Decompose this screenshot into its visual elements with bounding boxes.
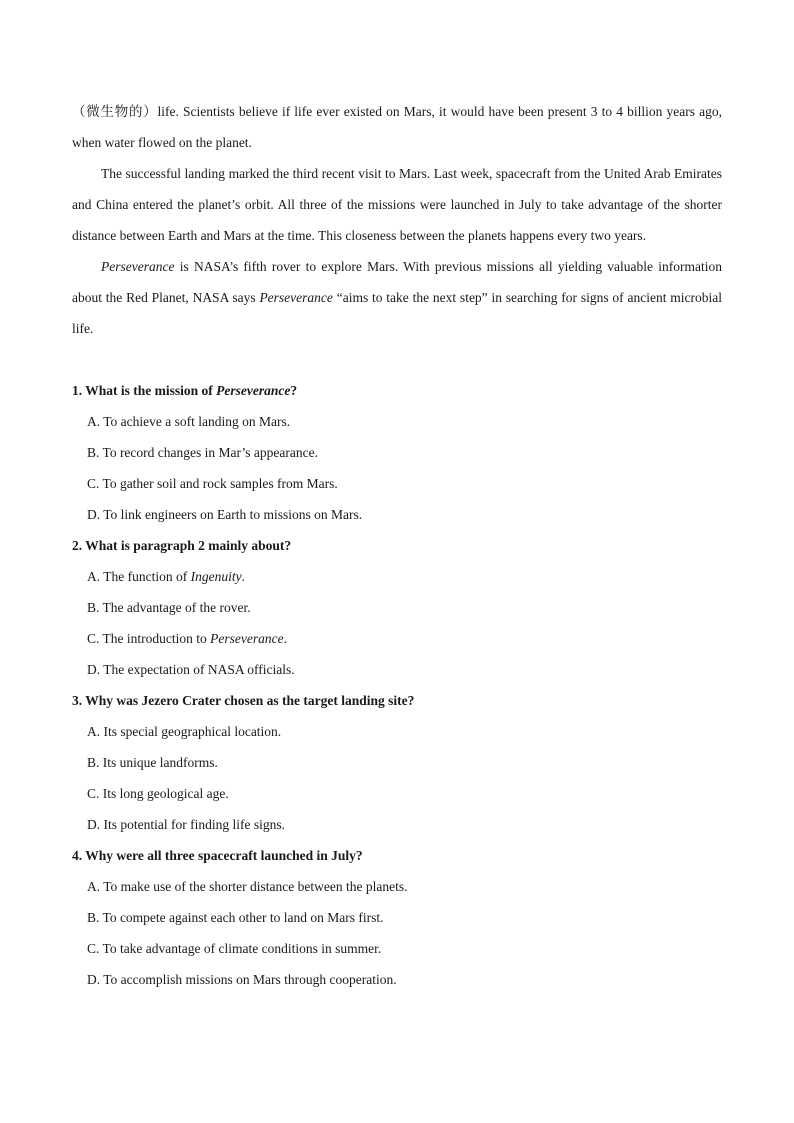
answer-option[interactable] — [72, 747, 722, 778]
question-stem-text: 2. What is paragraph 2 mainly about? — [72, 538, 292, 553]
option-text: B. The advantage of the rover. — [87, 600, 251, 615]
answer-option[interactable] — [72, 561, 722, 592]
answer-option[interactable] — [72, 592, 722, 623]
question-stem-text: 4. Why were all three spacecraft launched in July? — [72, 848, 363, 863]
option-text: C. To gather soil and rock samples from Mars. — [87, 476, 338, 491]
option-text: B. Its unique landforms. — [87, 755, 218, 770]
paragraph-3-text-1: is NASA’s fifth rover to explore Mars. With previous missions all yielding valuable information about the Red Planet, NASA says — [72, 259, 722, 305]
answer-option[interactable] — [72, 809, 722, 840]
rover-name: Perseverance — [101, 259, 175, 274]
paragraph-1-text: life. Scientists believe if life ever existed on Mars, it would have been present 3 to 4 billion years ago, when water flowed on the planet. — [72, 104, 723, 150]
passage-paragraph-2: The successful landing marked the third recent visit to Mars. Last week, spacecraft from the United Arab Emirates and China entered the planet’s orbit. All three of the missions were launched in July to take advantage of the shorter distance between Earth and Mars at the time. This closeness between the planets happens every two years. — [72, 166, 722, 243]
option-text: D. To accomplish missions on Mars through cooperation. — [87, 972, 397, 987]
answer-option[interactable] — [72, 964, 722, 995]
option-text: D. Its potential for finding life signs. — [87, 817, 285, 832]
answer-option[interactable] — [72, 716, 722, 747]
document-page — [72, 96, 722, 995]
passage-paragraph-1 — [72, 96, 722, 158]
option-text: A. The function of — [87, 569, 191, 584]
option-italic-text: Perseverance — [210, 631, 284, 646]
option-text: A. Its special geographical location. — [87, 724, 282, 739]
question-stem — [72, 840, 722, 871]
question-stem — [72, 530, 722, 561]
answer-option[interactable] — [72, 499, 722, 530]
option-text: A. To achieve a soft landing on Mars. — [87, 414, 291, 429]
option-text: C. Its long geological age. — [87, 786, 229, 801]
answer-option[interactable] — [72, 902, 722, 933]
rover-name: Perseverance — [259, 290, 333, 305]
question-stem — [72, 685, 722, 716]
option-text: D. The expectation of NASA officials. — [87, 662, 295, 677]
question-stem-text: ? — [290, 383, 298, 398]
question-stem-italic: Perseverance — [216, 383, 291, 398]
section-spacer — [72, 344, 722, 375]
question-block — [72, 685, 722, 840]
option-text: C. The introduction to — [87, 631, 211, 646]
question-stem — [72, 375, 722, 406]
option-text: . — [241, 569, 245, 584]
answer-option[interactable] — [72, 468, 722, 499]
question-block — [72, 530, 722, 685]
option-text: B. To compete against each other to land on Mars first. — [87, 910, 384, 925]
answer-option[interactable] — [72, 437, 722, 468]
answer-option[interactable] — [72, 406, 722, 437]
option-text: C. To take advantage of climate conditions in summer. — [87, 941, 382, 956]
paragraph-3-text-2: “aims to take the next step” in searching for signs of ancient microbial life. — [72, 290, 722, 336]
answer-option[interactable] — [72, 871, 722, 902]
option-text: B. To record changes in Mar’s appearance. — [87, 445, 318, 460]
option-text: . — [283, 631, 287, 646]
chinese-gloss: （微生物的） — [72, 104, 158, 119]
question-list — [72, 375, 722, 995]
option-text: A. To make use of the shorter distance between the planets. — [87, 879, 408, 894]
answer-option[interactable] — [72, 654, 722, 685]
answer-option[interactable] — [72, 623, 722, 654]
option-italic-text: Ingenuity — [190, 569, 242, 584]
answer-option[interactable] — [72, 778, 722, 809]
passage-paragraph-3 — [72, 251, 722, 344]
answer-option[interactable] — [72, 933, 722, 964]
question-block — [72, 840, 722, 995]
option-text: D. To link engineers on Earth to missions on Mars. — [87, 507, 363, 522]
question-stem-text: 3. Why was Jezero Crater chosen as the target landing site? — [72, 693, 415, 708]
question-stem-text: 1. What is the mission of — [72, 383, 217, 398]
question-block — [72, 375, 722, 530]
